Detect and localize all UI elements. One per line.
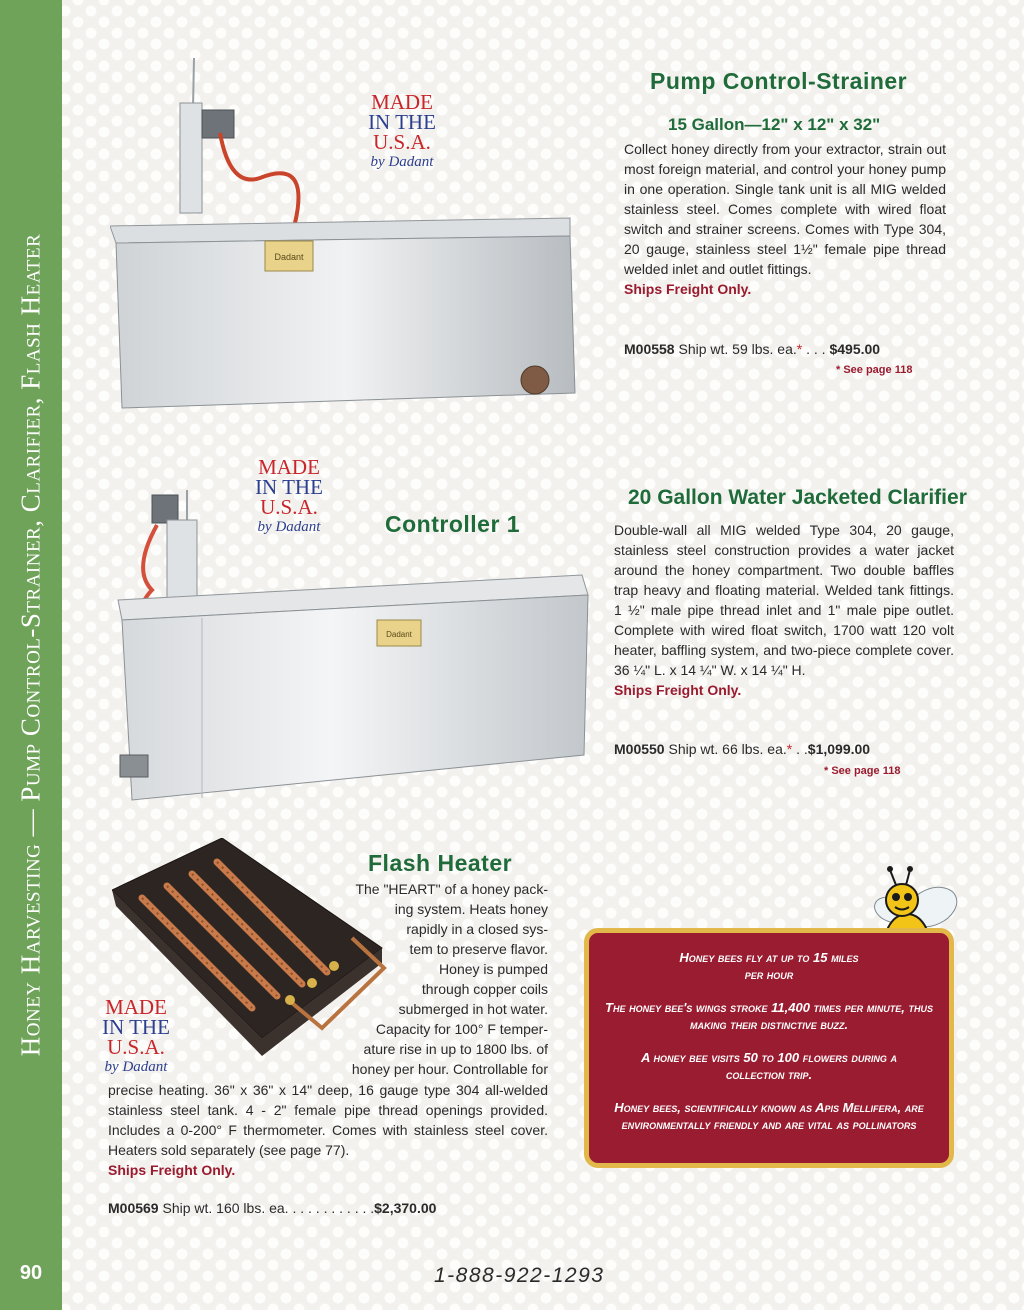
section-title: Honey Harvesting — Pump Control-Strainer, Clarifier, Flash Heater [15,233,46,1057]
made-in-usa-badge: MADE IN THE U.S.A. by Dadant [255,455,323,535]
product-description: Collect honey directly from your extractor, strain out most foreign material, and control your honey pump in one operation. Single tank unit is all MIG welded stainless steel. Comes complete with wired float switch and strainer screens. Comes with Type 304, 20 gauge, stainless steel 1½" female pipe thread welded inlet and outlet fittings. Ships Freight Only. [624,141,946,297]
product-description: Double-wall all MIG welded Type 304, 20 gauge, stainless steel construction provides a water jacket around the honey compartment. Two double baffles trap heavy and floating material. Welded tank fittings. 1 ½" male pipe thread inlet and 1" male pipe outlet. Complete with wired float switch, 1700 watt 120 volt heater, baffling system, and two-piece complete cover. 36 ¼" L. x 14 ¼" W. x 14 ¼" H. Ships Freight Only. [614,522,954,698]
shipping-note: Ships Freight Only. [624,281,752,297]
product-title: Flash Heater [368,850,513,876]
made-in-usa-badge: MADE IN THE U.S.A. by Dadant [102,995,170,1075]
pump-control-strainer-image [110,58,590,418]
fact-item: Honey bees fly at up to 15 miles per hour [679,950,859,982]
svg-text:Dadant: Dadant [386,630,412,639]
order-line: M00558 Ship wt. 59 lbs. ea.* . . . $495.00 [624,341,881,357]
made-in-usa-badge: MADE IN THE U.S.A. by Dadant [368,90,436,170]
product-title: 20 Gallon Water Jacketed Clarifier [628,486,967,509]
order-line: M00550 Ship wt. 66 lbs. ea.* . .$1,099.00 [614,741,871,757]
product-title: Pump Control-Strainer [650,68,908,94]
see-page-note: * See page 118 [824,765,901,777]
fact-item: The honey bee's wings stroke 11,400 times per minute, thus making their distinctive buzz. [605,1000,933,1032]
controller-label: Controller 1 [385,511,521,537]
product-subtitle: 15 Gallon—12" x 12" x 32" [668,115,881,134]
shipping-note: Ships Freight Only. [108,1162,236,1178]
flash-heater-description-wrapped: The "HEART" of a honey pack- ing system. Heats honey rapidly in a closed sys- tem to preserve flavor. Honey is pumped through copper coils submerged in hot water. Capacity for 100° F temper- ature rise in up to 1800 lbs. of honey per hour. Controllable for [351,881,548,1077]
see-page-note: * See page 118 [836,364,913,376]
honey-bee-facts-box [584,928,954,1168]
page-number: 90 [19,1262,43,1284]
sidebar [0,0,62,1310]
clarifier-image [112,480,597,810]
fact-item: Honey bees, scientifically known as Apis Mellifera, are environmentally friendly and are vital as pollinators [614,1100,924,1132]
svg-text:Dadant: Dadant [274,252,304,262]
phone-number: 1-888-922-1293 [434,1264,605,1287]
fact-item: A honey bee visits 50 to 100 flowers during a collection trip. [641,1050,897,1082]
order-line: M00569 Ship wt. 160 lbs. ea. . . . . . . . . . . .$2,370.00 [108,1200,437,1216]
product-description: precise heating. 36" x 36" x 14" deep, 16 gauge type 304 all-welded stainless steel tank. 4 - 2" female pipe thread openings provided. Includes a 0-200° F thermometer. Comes with stainless steel cover. Heaters sold separately (see page 77). Ships Freight Only. [108,1082,548,1178]
shipping-note: Ships Freight Only. [614,682,742,698]
